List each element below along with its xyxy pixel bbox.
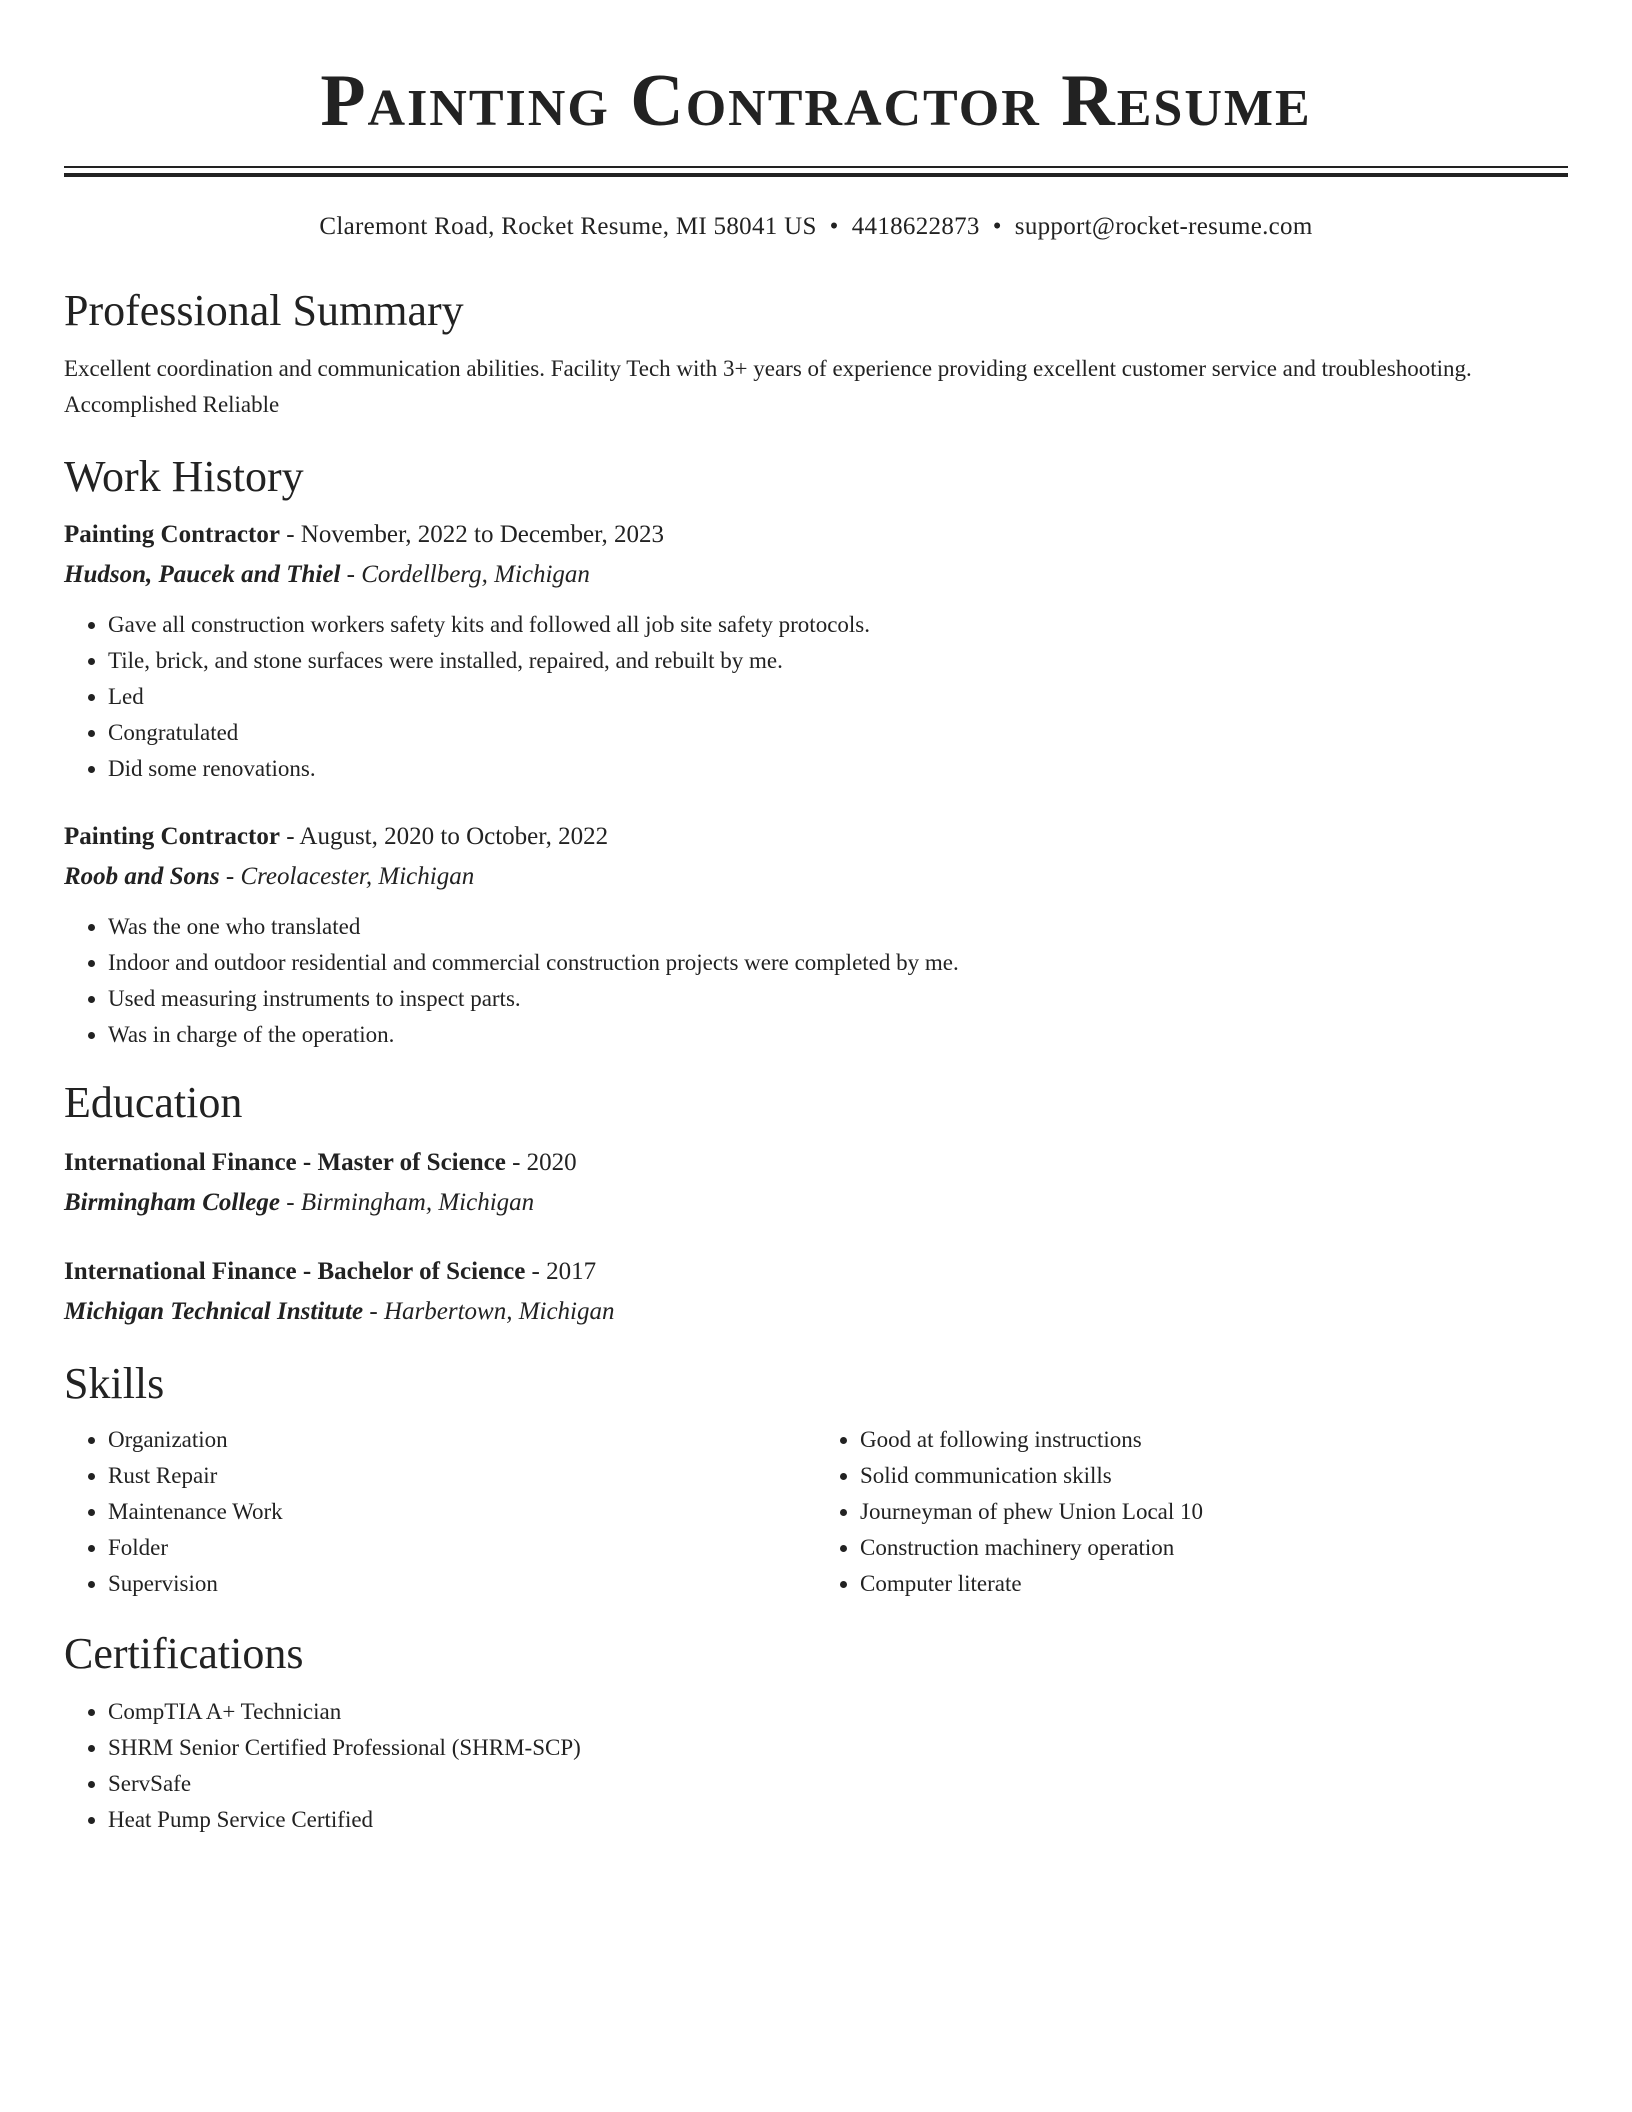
degree-line (64, 1252, 1568, 1292)
list-item: • Rust Repair (108, 1458, 816, 1494)
list-item: • Solid communication skills (860, 1458, 1568, 1494)
job-title: Painting Contractor (64, 521, 280, 548)
school-name: Michigan Technical Institute (64, 1298, 364, 1325)
job-title-line (64, 817, 1568, 857)
work-history-heading: Work History (64, 452, 304, 501)
degree-year: - 2017 (525, 1258, 597, 1285)
education-heading: Education (64, 1078, 243, 1127)
skills-list-left (64, 1422, 816, 1602)
skills-list-right (816, 1422, 1568, 1602)
list-item: • Did some renovations. (108, 751, 1568, 787)
summary-text: Excellent coordination and communication abilities. Facility Tech with 3+ years of experience providing excellent customer service and troubleshooting. Accomplished Reliable (64, 356, 1472, 417)
list-item: • Construction machinery operation (860, 1530, 1568, 1566)
list-item: • Supervision (108, 1566, 816, 1602)
contact-email: support@rocket-resume.com (1014, 213, 1313, 240)
job-company-line (64, 555, 1568, 595)
divider-thin-line (64, 166, 1568, 168)
list-item: • Was the one who translated (108, 909, 1568, 945)
school-location: - Birmingham, Michigan (280, 1189, 535, 1216)
job-dates: - November, 2022 to December, 2023 (279, 521, 664, 548)
list-item: • Led (108, 679, 1568, 715)
job-title: Painting Contractor (64, 823, 280, 850)
list-item: • Was in charge of the operation. (108, 1017, 1568, 1053)
list-item: • Used measuring instruments to inspect parts. (108, 981, 1568, 1017)
job-entry (64, 515, 1568, 787)
contact-separator: • (829, 213, 839, 240)
skills-heading: Skills (64, 1359, 165, 1408)
list-item: • Gave all construction workers safety kits and followed all job site safety protocols. (108, 607, 1568, 643)
contact-separator: • (992, 213, 1002, 240)
list-item: • Organization (108, 1422, 816, 1458)
job-dates: - August, 2020 to October, 2022 (279, 823, 609, 850)
degree-line (64, 1143, 1568, 1183)
list-item: • Indoor and outdoor residential and commercial construction projects were completed by me. (108, 945, 1568, 981)
list-item: • Tile, brick, and stone surfaces were installed, repaired, and rebuilt by me. (108, 643, 1568, 679)
list-item: • Folder (108, 1530, 816, 1566)
job-entry (64, 817, 1568, 1053)
job-duties-list (64, 607, 1568, 787)
skills-columns (64, 1422, 1568, 1602)
contact-line (64, 211, 1568, 243)
school-line (64, 1292, 1568, 1332)
job-location: - Creolacester, Michigan (219, 863, 475, 890)
job-company: Roob and Sons (64, 863, 220, 890)
job-company-line (64, 857, 1568, 897)
education-entry (64, 1252, 1568, 1332)
job-title-line (64, 515, 1568, 555)
list-item: • Good at following instructions (860, 1422, 1568, 1458)
contact-address: Claremont Road, Rocket Resume, MI 58041 US (319, 213, 817, 240)
resume-title: Painting Contractor Resume (320, 60, 1312, 142)
certifications-heading: Certifications (64, 1629, 304, 1678)
list-item: • ServSafe (108, 1766, 1568, 1802)
contact-phone: 4418622873 (851, 213, 980, 240)
summary-heading: Professional Summary (64, 286, 464, 335)
divider-thick-line (64, 173, 1568, 177)
list-item: • Maintenance Work (108, 1494, 816, 1530)
certifications-list (64, 1694, 1568, 1838)
job-company: Hudson, Paucek and Thiel (64, 561, 341, 588)
list-item: • Heat Pump Service Certified (108, 1802, 1568, 1838)
list-item: • Congratulated (108, 715, 1568, 751)
list-item: • Computer literate (860, 1566, 1568, 1602)
degree: International Finance - Bachelor of Science (64, 1258, 526, 1285)
school-name: Birmingham College (64, 1189, 281, 1216)
job-location: - Cordellberg, Michigan (340, 561, 590, 588)
list-item: • SHRM Senior Certified Professional (SHRM-SCP) (108, 1730, 1568, 1766)
list-item: • Journeyman of phew Union Local 10 (860, 1494, 1568, 1530)
education-entry (64, 1143, 1568, 1223)
school-location: - Harbertown, Michigan (363, 1298, 615, 1325)
title-divider (64, 166, 1568, 177)
job-duties-list (64, 909, 1568, 1053)
degree: International Finance - Master of Science (64, 1149, 506, 1176)
degree-year: - 2020 (505, 1149, 577, 1176)
school-line (64, 1183, 1568, 1223)
list-item: • CompTIA A+ Technician (108, 1694, 1568, 1730)
